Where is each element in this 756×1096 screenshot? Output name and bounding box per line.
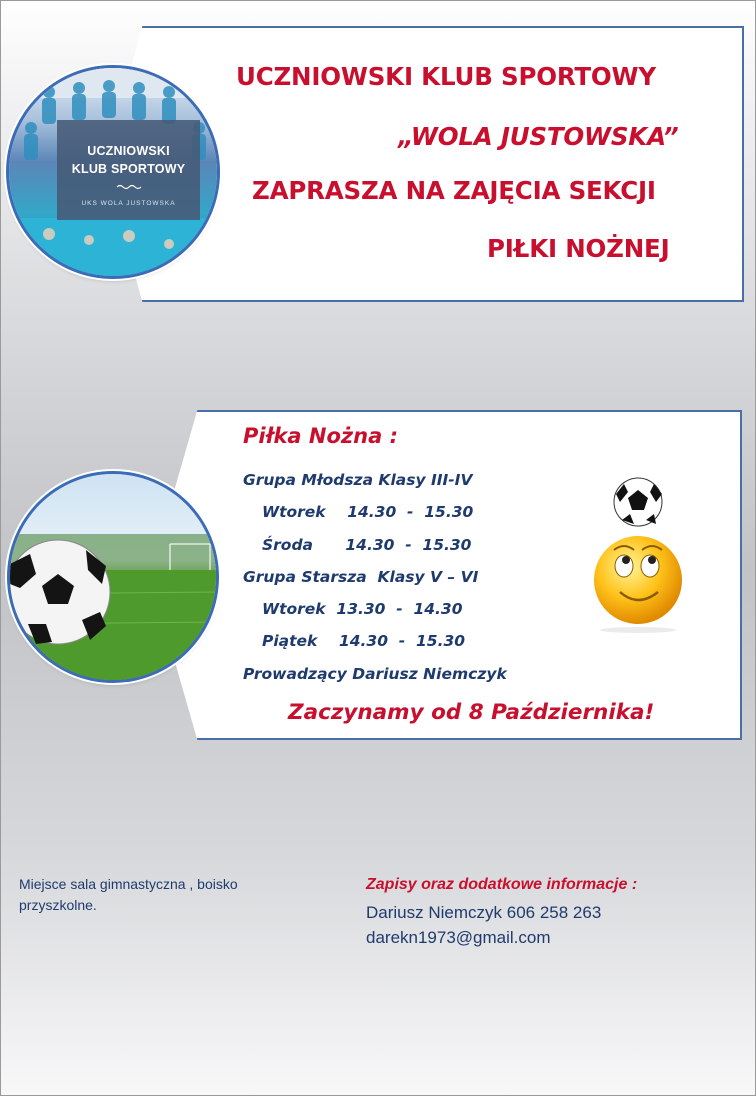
logo-text-line2: KLUB SPORTOWY <box>71 162 186 176</box>
header-line-club: UCZNIOWSKI KLUB SPORTOWY <box>236 62 656 91</box>
logo-text-line1: UCZNIOWSKI <box>87 144 170 158</box>
schedule-line-older-tue: Wtorek 13.30 - 14.30 <box>262 600 463 618</box>
contact-name-phone: Dariusz Niemczyk 606 258 263 <box>366 903 602 922</box>
header-line-invite: ZAPRASZA NA ZAJĘCIA SEKCJI <box>252 176 656 205</box>
logo-small-text: UKS WOLA JUSTOWSKA <box>81 200 176 207</box>
schedule-title: Piłka Nożna : <box>243 424 398 448</box>
logo-panel <box>57 120 200 220</box>
schedule-line-younger-group: Grupa Młodsza Klasy III-IV <box>243 471 473 489</box>
venue-text: Miejsce sala gimnastyczna , boisko przyszkolne. <box>19 876 238 913</box>
schedule-line-younger-wed: Środa 14.30 - 15.30 <box>262 536 472 554</box>
football-photo <box>10 474 216 680</box>
schedule-line-coach: Prowadzący Dariusz Niemczyk <box>243 665 507 683</box>
schedule-line-older-fri: Piątek 14.30 - 15.30 <box>262 632 466 650</box>
schedule-line-older-group: Grupa Starsza Klasy V – VI <box>243 568 479 586</box>
club-logo-photo <box>9 68 217 276</box>
smiley-ball-icon <box>588 474 688 634</box>
contact-title: Zapisy oraz dodatkowe informacje : <box>366 876 638 893</box>
schedule-line-younger-tue: Wtorek 14.30 - 15.30 <box>262 503 474 521</box>
header-line-name: „WOLA JUSTOWSKA” <box>398 122 679 151</box>
start-date-announcement: Zaczynamy od 8 Października! <box>288 700 655 725</box>
contact-email: darekn1973@gmail.com <box>366 928 551 947</box>
wave-icon <box>57 182 200 192</box>
header-line-section: PIŁKI NOŻNEJ <box>487 234 670 263</box>
football-on-grass-graphic <box>10 474 216 680</box>
